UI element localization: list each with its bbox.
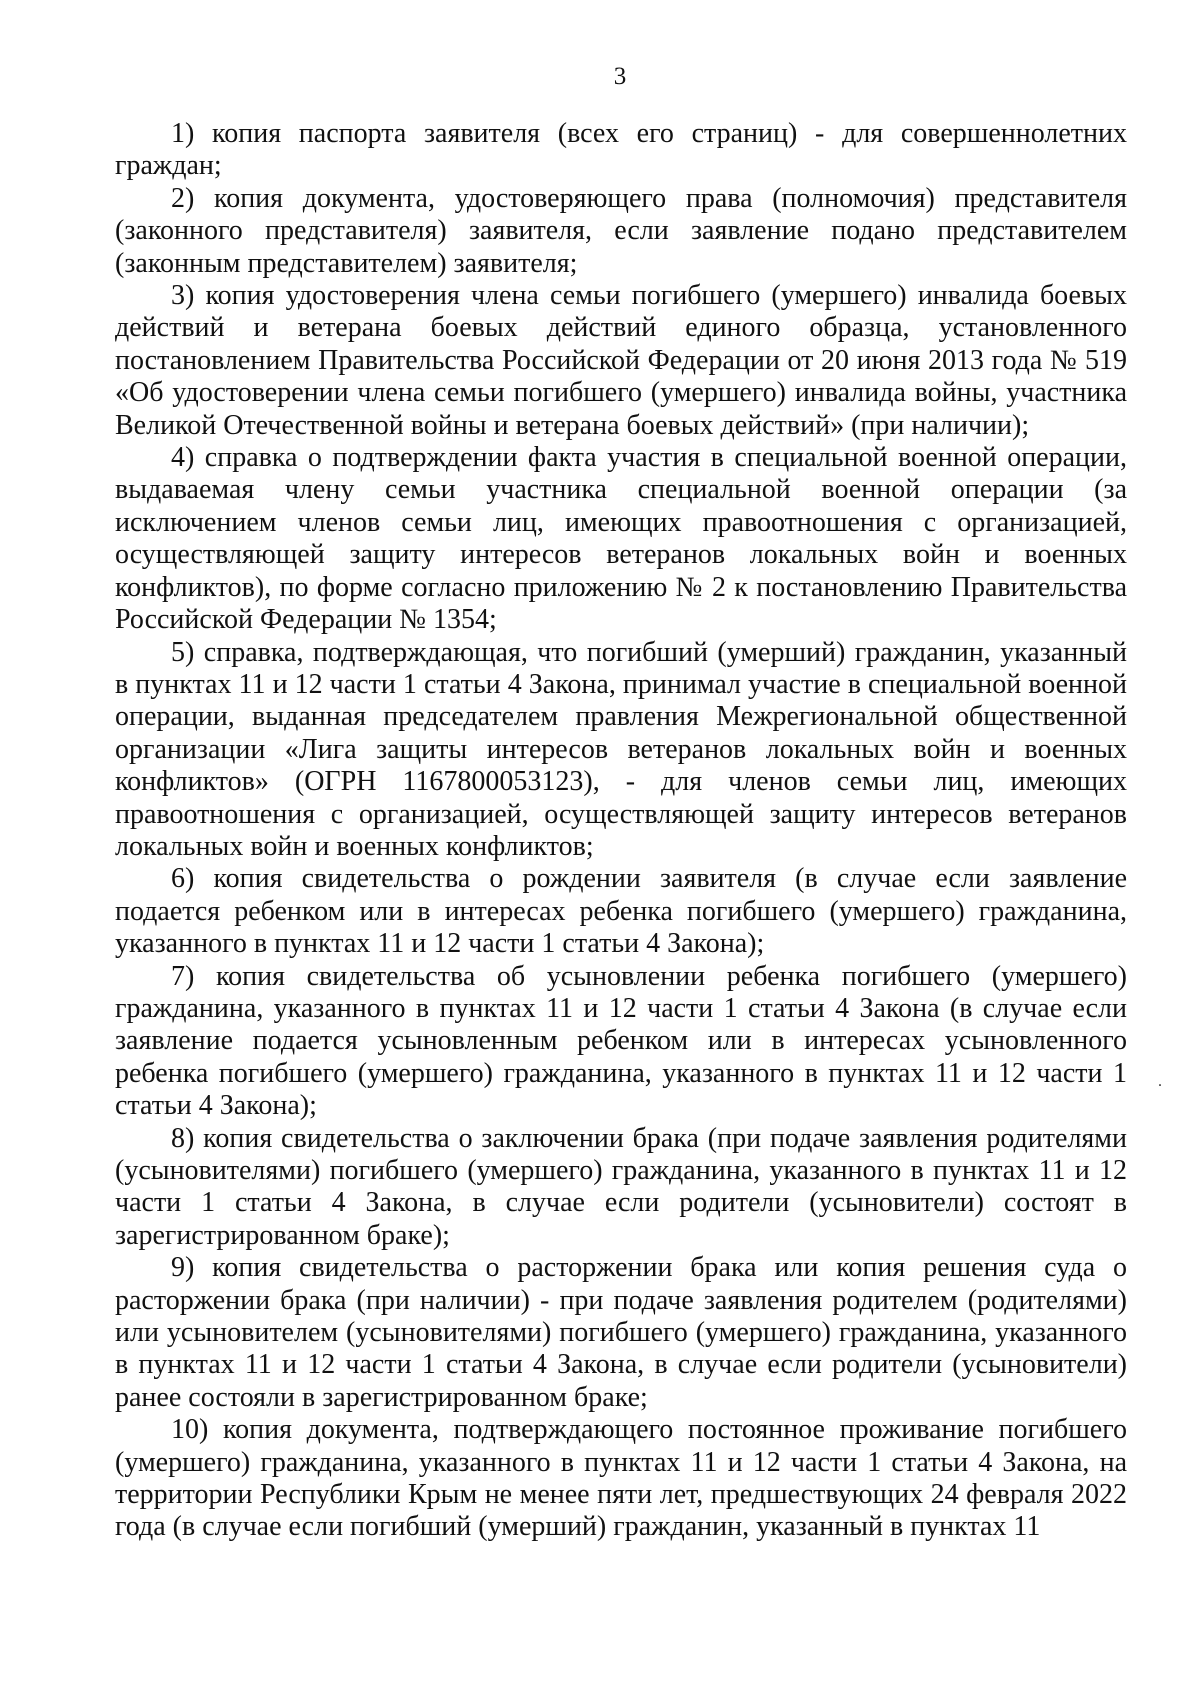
paragraph-item-1: 1) копия паспорта заявителя (всех его страниц) - для совершеннолетних граждан; — [115, 118, 1127, 182]
scan-mark: . — [1158, 1073, 1162, 1090]
paragraph-item-8: 8) копия свидетельства о заключении брака (при подаче заявления родителями (усыновителями) погибшего (умершего) гражданина, указанного в пунктах 11 и 12 части 1 статьи 4 Закона, в случае если родители (усыновители) состоят в зарегистрированном браке); — [115, 1122, 1127, 1251]
paragraph-item-3: 3) копия удостоверения члена семьи погибшего (умершего) инвалида боевых действий и ветерана боевых действий единого образца, установленного постановлением Правительства Российской Федерации от 20 июня 2013 года № 519 «Об удостоверении члена семьи погибшего (умершего) инвалида войны, участника Великой Отечественной войны и ветерана боевых действий» (при наличии); — [115, 280, 1127, 441]
paragraph-item-5: 5) справка, подтверждающая, что погибший (умерший) гражданин, указанный в пунктах 11 и 12 части 1 статьи 4 Закона, принимал участие в специальной военной операции, выданная председателем правления Межрегиональной общественной организации «Лига защиты интересов ветеранов локальных войн и военных конфликтов» (ОГРН 1167800053123), - для членов семьи лиц, имеющих правоотношения с организацией, осуществляющей защиту интересов ветеранов локальных войн и военных конфликтов; — [115, 636, 1127, 862]
paragraph-item-6: 6) копия свидетельства о рождении заявителя (в случае если заявление подается ребенком или в интересах ребенка погибшего (умершего) гражданина, указанного в пунктах 11 и 12 части 1 статьи 4 Закона); — [115, 863, 1127, 960]
document-body — [115, 118, 1127, 1544]
paragraph-item-9: 9) копия свидетельства о расторжении брака или копия решения суда о расторжении брака (при наличии) - при подаче заявления родителем (родителями) или усыновителем (усыновителями) погибшего (умершего) гражданина, указанного в пунктах 11 и 12 части 1 статьи 4 Закона, в случае если родители (усыновители) ранее состояли в зарегистрированном браке; — [115, 1252, 1127, 1413]
page-number: 3 — [613, 63, 627, 90]
paragraph-item-2: 2) копия документа, удостоверяющего права (полномочия) представителя (законного представителя) заявителя, если заявление подано представителем (законным представителем) заявителя; — [115, 182, 1127, 279]
paragraph-item-10: 10) копия документа, подтверждающего постоянное проживание погибшего (умершего) гражданина, указанного в пунктах 11 и 12 части 1 статьи 4 Закона, на территории Республики Крым не менее пяти лет, предшествующих 24 февраля 2022 года (в случае если погибший (умерший) гражданин, указанный в пунктах 11 — [115, 1414, 1127, 1543]
paragraph-item-7: 7) копия свидетельства об усыновлении ребенка погибшего (умершего) гражданина, указанного в пунктах 11 и 12 части 1 статьи 4 Закона (в случае если заявление подается усыновленным ребенком или в интересах усыновленного ребенка погибшего (умершего) гражданина, указанного в пунктах 11 и 12 части 1 статьи 4 Закона); — [115, 960, 1127, 1122]
paragraph-item-4: 4) справка о подтверждении факта участия в специальной военной операции, выдаваемая члену семьи участника специальной военной операции (за исключением членов семьи лиц, имеющих правоотношения с организацией, осуществляющей защиту интересов ветеранов локальных войн и военных конфликтов), по форме согласно приложению № 2 к постановлению Правительства Российской Федерации № 1354; — [115, 442, 1127, 636]
